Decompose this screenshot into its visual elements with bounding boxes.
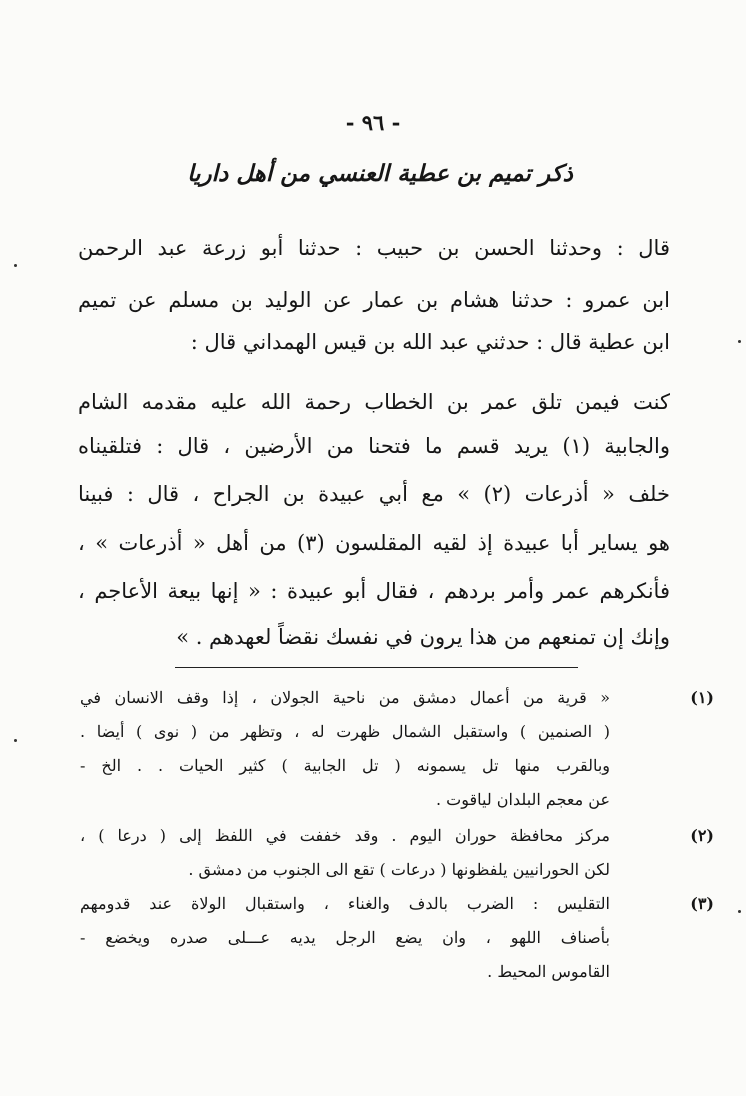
paragraph-2-line-4: هو يساير أبا عبيدة إذ لقيه المقلسون (٣) من أهل « أذرعات » ، [78,531,670,555]
footnote-1-line-1: « قرية من أعمال دمشق من ناحية الجولان ، إذا وقف الانسان في [80,688,610,707]
footnote-2-line-1: مركز محافظة حوران اليوم . وقد خففت في اللفظ إلى ( درعا ) ، [80,826,610,845]
paragraph-2-line-2: والجابية (١) يريد قسم ما فتحنا من الأرضين ، قال : فتلقيناه [78,434,670,458]
footnote-2-marker: (٢) [690,826,714,845]
footnote-1-line-3: وبالقرب منها تل يسمونه ( تل الجابية ) كثير الحيات . . الخ - [80,756,610,775]
paragraph-2-line-5: فأنكرهم عمر وأمر بردهم ، فقال أبو عبيدة : « إنها بيعة الأعاجم ، [78,579,670,603]
footnote-1-line-2: ( الصنمين ) واستقبل الشمال ظهرت له ، وتظهر من ( نوى ) أيضا . [80,722,610,741]
paragraph-1-line-2: ابن عمرو : حدثنا هشام بن عمار عن الوليد بن مسلم عن تميم [78,288,670,312]
footnote-divider [175,667,578,668]
footnote-3-line-1: التقليس : الضرب بالدف والغناء ، واستقبال الولاة عند قدومهم [80,894,610,913]
footnote-2-line-2: لكن الحورانيين يلفظونها ( درعات ) تقع الى الجنوب من دمشق . [188,860,610,879]
paragraph-2-line-3: خلف « أذرعات (٢) » مع أبي عبيدة بن الجراح ، قال : فبينا [78,482,670,506]
paragraph-1-line-1: قال : وحدثنا الحسن بن حبيب : حدثنا أبو زرعة عبد الرحمن [78,236,670,260]
paragraph-1-line-3: ابن عطية قال : حدثني عبد الله بن قيس الهمداني قال : [190,330,670,354]
paragraph-2-line-1: كنت فيمن تلق عمر بن الخطاب رحمة الله عليه مقدمه الشام [78,390,670,414]
scan-speck [14,264,17,267]
scan-speck [738,910,741,913]
paragraph-2-line-6: وإنك إن تمنعهم من هذا يرون في نفسك نقضاً لعهدهم . » [176,625,670,649]
footnote-1-marker: (١) [690,688,714,707]
scan-speck [738,340,741,343]
section-heading: ذكر تميم بن عطية العنسي من أهل داريا [187,160,573,187]
scan-speck [14,739,17,742]
footnote-3-line-3: القاموس المحيط . [487,962,610,981]
footnote-3-line-2: بأصناف اللهو ، وان يضع الرجل يديه عـــلى صدره ويخضع - [80,928,610,947]
page-number: - ٩٦ - [345,110,401,135]
footnote-1-line-4: عن معجم البلدان لياقوت . [435,790,610,809]
footnote-3-marker: (٣) [690,894,714,913]
